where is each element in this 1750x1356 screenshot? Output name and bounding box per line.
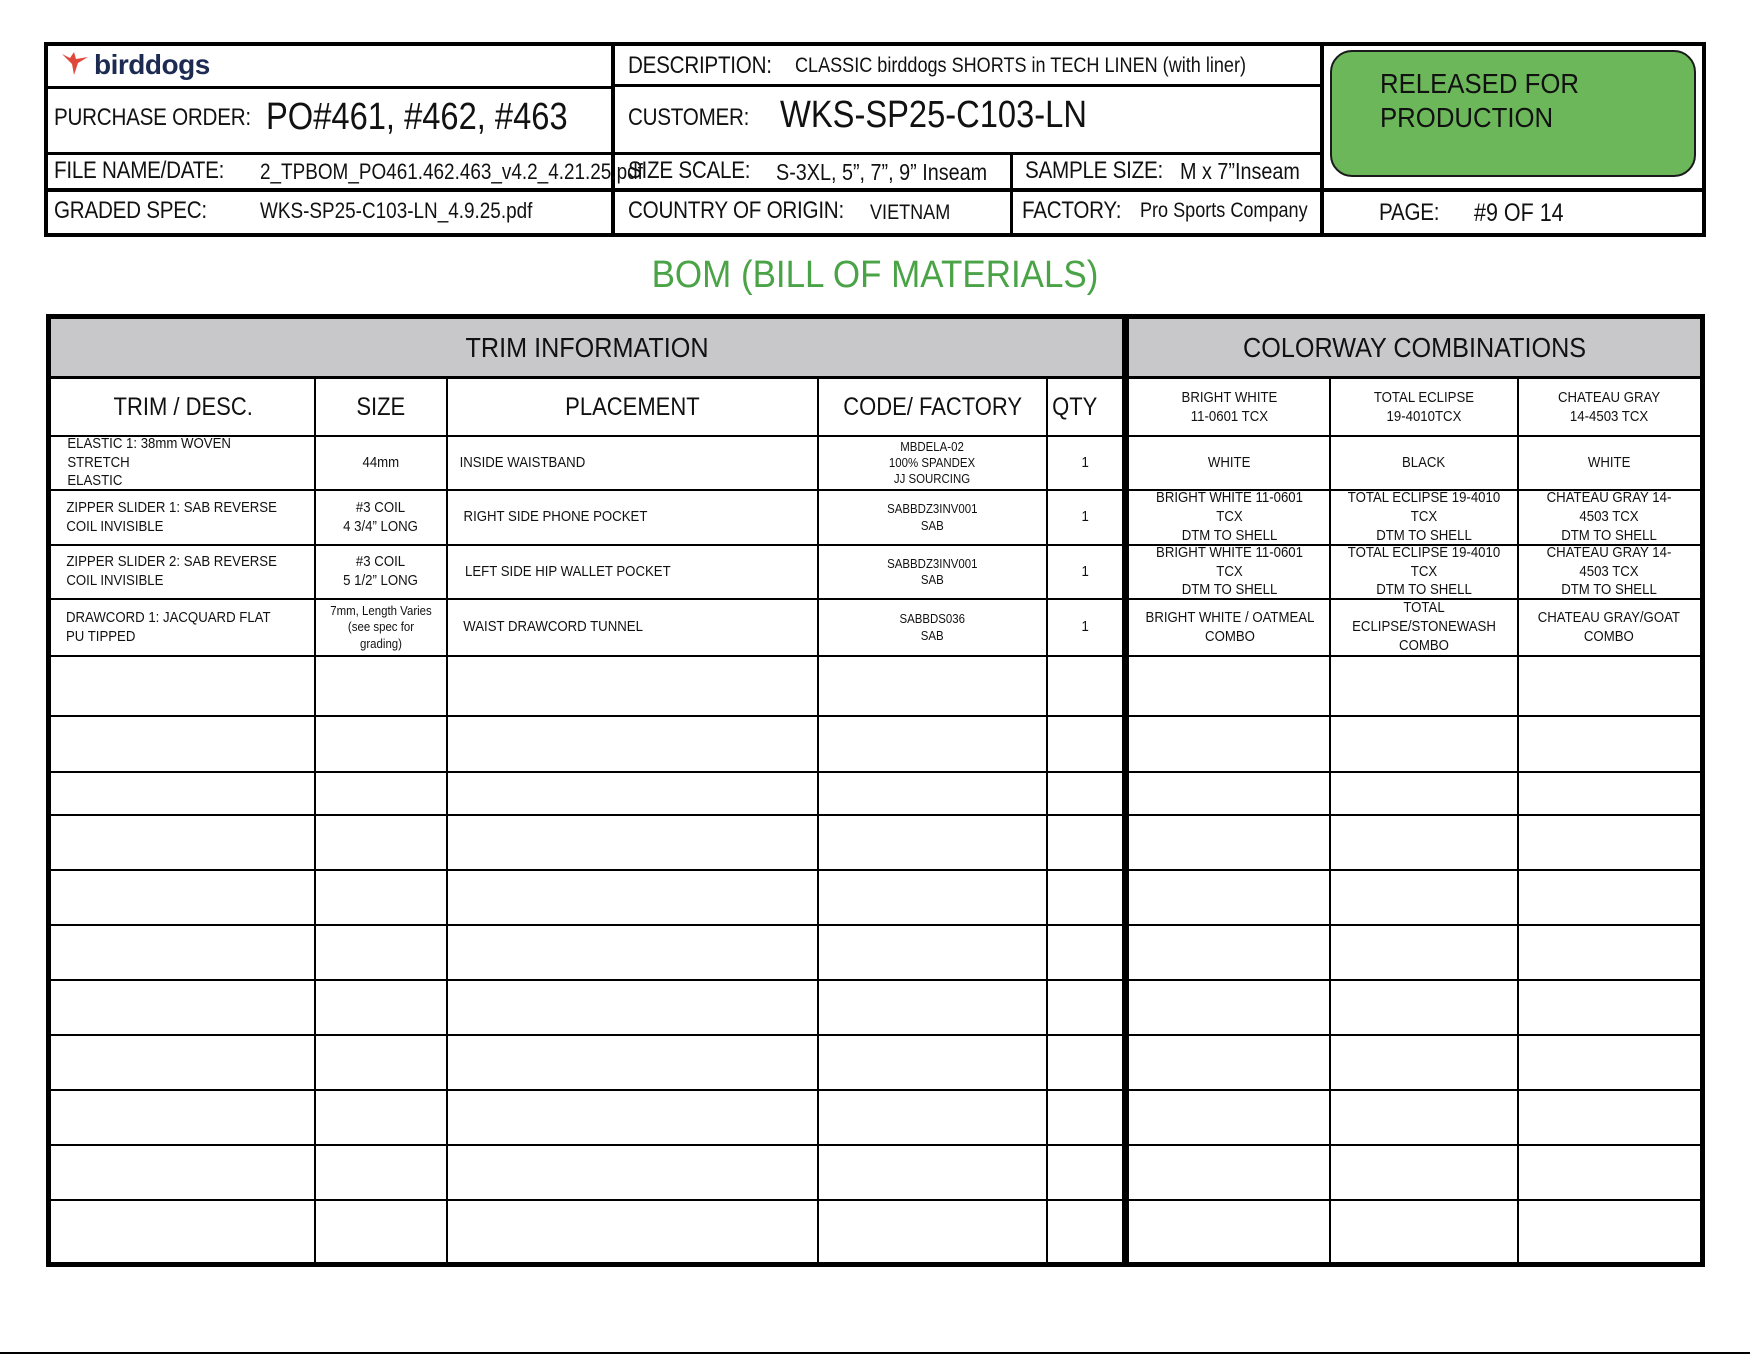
description-label: DESCRIPTION: xyxy=(628,52,772,79)
table-divider xyxy=(314,379,316,1262)
colorway-cell-3-line: DTM TO SHELL xyxy=(1561,581,1657,599)
purchase-order-label: PURCHASE ORDER: xyxy=(54,104,251,131)
colorway-combinations-title: COLORWAY COMBINATIONS xyxy=(1242,331,1587,363)
colorway-cell-1-line: BRIGHT WHITE 11-0601 TCX xyxy=(1156,490,1303,526)
colorway-cell-3 xyxy=(1522,545,1696,599)
table-divider xyxy=(1517,379,1519,1262)
qty-cell-text xyxy=(1081,618,1088,637)
size-cell-text xyxy=(363,454,400,473)
trim-desc-cell xyxy=(52,490,308,545)
placement-cell-text xyxy=(465,563,671,582)
divider xyxy=(611,42,615,237)
colorway-header-2-line: 19-4010TCX xyxy=(1386,407,1462,425)
placement-cell-line: LEFT SIDE HIP WALLET POCKET xyxy=(465,562,671,580)
colorway-cell-3-text xyxy=(1532,545,1685,599)
bom-table xyxy=(46,314,1705,1267)
code-factory-cell xyxy=(822,599,1043,656)
colorway-header-2 xyxy=(1334,379,1514,436)
colorway-cell-3-line: CHATEAU GRAY 14-4503 TCX xyxy=(1546,490,1672,526)
col-header-qty-text xyxy=(1052,392,1097,423)
qty-cell-text xyxy=(1081,454,1088,473)
colorway-cell-1-line: WHITE xyxy=(1208,453,1251,471)
col-header-code-factory xyxy=(822,379,1043,436)
file-name-label: FILE NAME/DATE: xyxy=(54,157,225,184)
colorway-combinations-header xyxy=(1129,319,1700,379)
code-factory-cell-line: MBDELA-02 xyxy=(900,438,965,454)
colorway-cell-2 xyxy=(1334,436,1514,490)
colorway-cell-3-text xyxy=(1588,454,1631,473)
brand-logo xyxy=(60,48,210,81)
colorway-cell-3 xyxy=(1522,599,1696,656)
page-title: BOM (BILL OF MATERIALS) xyxy=(651,254,1099,296)
colorway-header-3-line: 14-4503 TCX xyxy=(1569,407,1649,425)
size-cell-line: #3 COIL xyxy=(356,553,406,571)
country-label: COUNTRY OF ORIGIN: xyxy=(628,197,844,224)
code-factory-cell xyxy=(822,545,1043,599)
colorway-cell-3-line: CHATEAU GRAY/GOAT xyxy=(1537,608,1681,626)
trim-desc-cell xyxy=(52,599,308,656)
customer-value: WKS-SP25-C103-LN xyxy=(780,94,1087,136)
colorway-cell-1-line: BRIGHT WHITE / OATMEAL xyxy=(1145,608,1314,626)
purchase-order-value: PO#461, #462, #463 xyxy=(266,96,568,138)
page-value: #9 OF 14 xyxy=(1474,199,1564,227)
trim-desc-cell-text xyxy=(67,436,292,490)
colorway-header-1-line: 11-0601 TCX xyxy=(1190,407,1269,425)
table-divider xyxy=(51,1089,1700,1091)
colorway-cell-2-line: BLACK xyxy=(1402,453,1446,471)
code-factory-cell-line: SABBDZ3INV001 xyxy=(887,501,978,517)
col-header-size-text xyxy=(357,392,406,423)
code-factory-cell-line: SAB xyxy=(921,517,944,533)
table-divider xyxy=(51,979,1700,981)
file-name-value: 2_TPBOM_PO461.462.463_v4.2_4.21.25.pdf xyxy=(260,159,643,184)
code-factory-cell-line: SAB xyxy=(921,572,944,587)
qty-cell xyxy=(1051,436,1119,490)
trim-desc-cell-line: ELASTIC xyxy=(67,472,123,490)
trim-desc-cell xyxy=(52,436,308,490)
colorway-cell-2-text xyxy=(1402,454,1445,473)
colorway-cell-3-line: DTM TO SHELL xyxy=(1561,526,1657,544)
customer-label: CUSTOMER: xyxy=(628,104,750,131)
colorway-header-1-line: BRIGHT WHITE xyxy=(1181,388,1278,406)
size-cell xyxy=(319,599,443,656)
size-cell-text xyxy=(344,499,419,537)
bird-icon xyxy=(60,48,90,81)
col-header-placement-text xyxy=(565,392,699,423)
colorway-cell-3 xyxy=(1522,490,1696,545)
colorway-header-3-text xyxy=(1558,389,1660,427)
placement-cell-line: WAIST DRAWCORD TUNNEL xyxy=(463,618,643,636)
col-header-trim-text xyxy=(113,392,252,423)
col-header-trim-line: TRIM / DESC. xyxy=(113,392,253,421)
graded-spec-label: GRADED SPEC: xyxy=(54,197,207,224)
table-divider xyxy=(1046,379,1048,1262)
size-cell-line: (see spec for grading) xyxy=(347,619,415,651)
colorway-cell-2-line: TOTAL ECLIPSE 19-4010 TCX xyxy=(1347,545,1501,580)
qty-cell xyxy=(1051,545,1119,599)
placement-cell-text xyxy=(464,508,648,527)
trim-desc-cell-text xyxy=(66,499,277,537)
factory-label: FACTORY: xyxy=(1022,197,1122,224)
colorway-cell-1 xyxy=(1133,545,1326,599)
qty-cell-line: 1 xyxy=(1081,453,1089,471)
size-cell-text xyxy=(326,603,435,652)
size-cell xyxy=(319,436,443,490)
placement-cell-text xyxy=(460,454,586,473)
trim-desc-cell-line: ZIPPER SLIDER 2: SAB REVERSE xyxy=(66,553,277,571)
colorway-cell-2-line: DTM TO SHELL xyxy=(1376,526,1472,544)
colorway-cell-1 xyxy=(1133,599,1326,656)
col-header-placement xyxy=(451,379,814,436)
table-divider xyxy=(446,379,448,1262)
size-cell-line: 5 1/2” LONG xyxy=(343,572,419,589)
divider xyxy=(44,152,1320,155)
qty-cell-line: 1 xyxy=(1081,562,1089,580)
section-divider xyxy=(1122,319,1129,1262)
trim-desc-cell xyxy=(52,545,308,599)
placement-cell xyxy=(451,545,814,599)
page-label: PAGE: xyxy=(1379,199,1440,226)
size-scale-value: S-3XL, 5”, 7”, 9” Inseam xyxy=(776,159,988,185)
divider xyxy=(1010,152,1013,237)
size-scale-label: SIZE SCALE: xyxy=(628,157,751,184)
table-divider xyxy=(51,924,1700,926)
size-cell xyxy=(319,545,443,599)
trim-desc-cell-line: PU TIPPED xyxy=(65,627,136,645)
qty-cell-text xyxy=(1081,508,1088,527)
size-cell xyxy=(319,490,443,545)
colorway-cell-2-line: DTM TO SHELL xyxy=(1376,581,1472,599)
colorway-header-1 xyxy=(1133,379,1326,436)
code-factory-cell-text xyxy=(889,439,975,488)
colorway-cell-3-text xyxy=(1538,609,1680,647)
code-factory-cell-line: SAB xyxy=(921,627,944,643)
colorway-cell-3-line: WHITE xyxy=(1587,453,1631,471)
colorway-cell-3 xyxy=(1522,436,1696,490)
colorway-cell-1 xyxy=(1133,490,1326,545)
code-factory-cell xyxy=(822,490,1043,545)
colorway-cell-1-line: DTM TO SHELL xyxy=(1181,526,1278,544)
code-factory-cell-line: 100% SPANDEX xyxy=(889,454,976,470)
trim-desc-cell-line: COIL INVISIBLE xyxy=(66,572,164,589)
colorway-cell-3-line: COMBO xyxy=(1584,627,1634,645)
sample-size-label: SAMPLE SIZE: xyxy=(1025,157,1163,184)
table-divider xyxy=(51,814,1700,816)
status-line-1: RELEASED FOR xyxy=(1380,68,1579,99)
colorway-cell-1 xyxy=(1133,436,1326,490)
col-header-code-factory-text xyxy=(843,392,1022,423)
col-header-trim xyxy=(55,379,311,436)
trim-desc-cell-line: ZIPPER SLIDER 1: SAB REVERSE xyxy=(66,498,277,516)
col-header-placement-line: PLACEMENT xyxy=(565,392,700,421)
colorway-cell-2 xyxy=(1334,490,1514,545)
qty-cell-text xyxy=(1081,563,1088,582)
placement-cell-line: INSIDE WAISTBAND xyxy=(459,453,586,471)
production-status-badge xyxy=(1330,50,1696,177)
code-factory-cell xyxy=(822,436,1043,490)
col-header-code-factory-line: CODE/ FACTORY xyxy=(843,392,1022,421)
trim-desc-cell-line: DRAWCORD 1: JACQUARD FLAT xyxy=(65,608,271,626)
colorway-cell-2-text xyxy=(1345,599,1503,655)
col-header-size xyxy=(319,379,443,436)
factory-value: Pro Sports Company xyxy=(1140,199,1308,222)
trim-desc-cell-line: ELASTIC 1: 38mm WOVEN STRETCH xyxy=(67,436,231,471)
colorway-cell-1-line: COMBO xyxy=(1204,627,1255,645)
colorway-cell-1-text xyxy=(1145,609,1314,647)
colorway-cell-1-line: DTM TO SHELL xyxy=(1181,581,1278,599)
colorway-header-2-text xyxy=(1374,389,1474,427)
colorway-cell-3-line: CHATEAU GRAY 14-4503 TCX xyxy=(1546,545,1672,580)
code-factory-cell-text xyxy=(887,501,977,534)
divider xyxy=(1320,42,1324,237)
size-cell-line: 44mm xyxy=(362,453,400,471)
colorway-header-1-text xyxy=(1182,389,1278,427)
description-value: CLASSIC birddogs SHORTS in TECH LINEN (with liner) xyxy=(795,54,1246,77)
placement-cell xyxy=(451,599,814,656)
size-cell-line: 7mm, Length Varies xyxy=(330,603,432,619)
colorway-header-2-line: TOTAL ECLIPSE xyxy=(1373,388,1475,406)
colorway-cell-2-line: COMBO xyxy=(1399,636,1449,654)
page-bottom-rule xyxy=(0,1352,1750,1354)
colorway-header-3-line: CHATEAU GRAY xyxy=(1557,388,1661,406)
colorway-cell-2 xyxy=(1334,599,1514,656)
colorway-cell-1-text xyxy=(1208,454,1251,473)
status-line-2: PRODUCTION xyxy=(1380,102,1554,133)
table-divider xyxy=(1329,379,1331,1262)
country-value: VIETNAM xyxy=(870,201,951,224)
size-cell-line: #3 COIL xyxy=(356,498,406,516)
trim-information-title: TRIM INFORMATION xyxy=(465,331,709,363)
divider xyxy=(44,86,611,89)
colorway-header-3 xyxy=(1522,379,1696,436)
trim-desc-cell-line: COIL INVISIBLE xyxy=(66,517,164,535)
colorway-cell-2-line: TOTAL ECLIPSE 19-4010 TCX xyxy=(1347,490,1501,526)
placement-cell xyxy=(451,436,814,490)
colorway-cell-2-line: TOTAL ECLIPSE/STONEWASH xyxy=(1352,599,1496,636)
col-header-size-line: SIZE xyxy=(356,392,406,421)
size-cell-line: 4 3/4” LONG xyxy=(343,517,419,535)
code-factory-cell-line: JJ SOURCING xyxy=(894,471,971,487)
sample-size-value: M x 7”Inseam xyxy=(1180,158,1300,184)
table-divider xyxy=(51,1034,1700,1036)
colorway-cell-1-text xyxy=(1145,545,1315,599)
trim-desc-cell-text xyxy=(66,609,271,647)
col-header-qty xyxy=(1049,379,1117,436)
colorway-cell-2-text xyxy=(1345,490,1503,545)
qty-cell xyxy=(1051,490,1119,545)
trim-desc-cell-text xyxy=(66,553,277,591)
qty-cell-line: 1 xyxy=(1081,618,1089,636)
placement-cell-line: RIGHT SIDE PHONE POCKET xyxy=(463,508,648,526)
qty-cell xyxy=(1051,599,1119,656)
brand-name: birddogs xyxy=(94,48,210,80)
code-factory-cell-text xyxy=(887,556,977,589)
placement-cell-text xyxy=(463,618,643,637)
size-cell-text xyxy=(344,553,419,591)
trim-information-header xyxy=(51,319,1123,379)
code-factory-cell-line: SABBDS036 xyxy=(899,611,966,627)
table-divider xyxy=(51,715,1700,717)
code-factory-cell-text xyxy=(900,611,966,644)
colorway-cell-1-text xyxy=(1145,490,1315,545)
graded-spec-value: WKS-SP25-C103-LN_4.9.25.pdf xyxy=(260,198,533,223)
table-divider xyxy=(51,1199,1700,1201)
table-divider xyxy=(51,1144,1700,1146)
divider xyxy=(615,84,1320,87)
table-divider xyxy=(51,869,1700,871)
code-factory-cell-line: SABBDZ3INV001 xyxy=(887,555,978,571)
placement-cell xyxy=(451,490,814,545)
colorway-cell-2-text xyxy=(1345,545,1503,599)
col-header-qty-line: QTY xyxy=(1052,392,1098,421)
colorway-cell-3-text xyxy=(1532,490,1685,545)
colorway-cell-1-line: BRIGHT WHITE 11-0601 TCX xyxy=(1156,545,1303,580)
qty-cell-line: 1 xyxy=(1081,508,1089,526)
colorway-cell-2 xyxy=(1334,545,1514,599)
divider xyxy=(44,188,1706,192)
table-divider xyxy=(51,771,1700,773)
table-divider xyxy=(817,379,819,1262)
